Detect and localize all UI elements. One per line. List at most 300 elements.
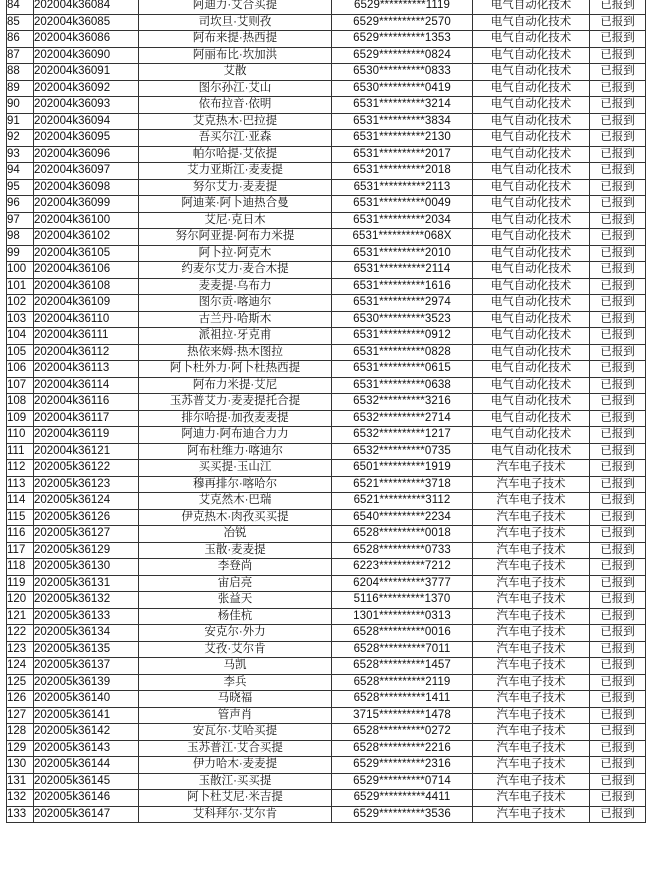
student-id-cell: 202004k36121 <box>34 443 139 460</box>
registration-table-body <box>7 0 646 823</box>
major-cell: 电气自动化技术 <box>473 344 590 361</box>
student-id-cell: 202004k36092 <box>34 80 139 97</box>
row-number-cell: 126 <box>7 691 34 708</box>
student-name-cell: 图尔贡·喀迪尔 <box>139 295 332 312</box>
id-card-cell: 6204**********3777 <box>332 575 473 592</box>
student-name-cell: 买买提·玉山江 <box>139 460 332 477</box>
id-card-cell: 6531**********3834 <box>332 113 473 130</box>
status-cell: 已报到 <box>590 608 646 625</box>
row-number-cell: 90 <box>7 97 34 114</box>
student-id-cell: 202004k36105 <box>34 245 139 262</box>
major-cell: 电气自动化技术 <box>473 113 590 130</box>
major-cell: 汽车电子技术 <box>473 493 590 510</box>
status-cell: 已报到 <box>590 0 646 14</box>
status-cell: 已报到 <box>590 575 646 592</box>
major-cell: 电气自动化技术 <box>473 196 590 213</box>
major-cell: 汽车电子技术 <box>473 559 590 576</box>
status-cell: 已报到 <box>590 278 646 295</box>
id-card-cell: 6531**********3214 <box>332 97 473 114</box>
student-name-cell: 阿迪力·艾合买提 <box>139 0 332 14</box>
id-card-cell: 6531**********2113 <box>332 179 473 196</box>
major-cell: 电气自动化技术 <box>473 229 590 246</box>
row-number-cell: 99 <box>7 245 34 262</box>
table-row <box>7 641 646 658</box>
student-name-cell: 穆再排尔·喀哈尔 <box>139 476 332 493</box>
row-number-cell: 123 <box>7 641 34 658</box>
row-number-cell: 107 <box>7 377 34 394</box>
status-cell: 已报到 <box>590 361 646 378</box>
student-id-cell: 202005k36146 <box>34 790 139 807</box>
id-card-cell: 6529**********1353 <box>332 31 473 48</box>
row-number-cell: 118 <box>7 559 34 576</box>
student-id-cell: 202005k36134 <box>34 625 139 642</box>
student-name-cell: 麦麦提·乌布力 <box>139 278 332 295</box>
row-number-cell: 89 <box>7 80 34 97</box>
id-card-cell: 6521**********3112 <box>332 493 473 510</box>
row-number-cell: 122 <box>7 625 34 642</box>
status-cell: 已报到 <box>590 394 646 411</box>
student-id-cell: 202005k36142 <box>34 724 139 741</box>
registration-table <box>6 0 646 823</box>
student-id-cell: 202005k36141 <box>34 707 139 724</box>
student-id-cell: 202004k36098 <box>34 179 139 196</box>
status-cell: 已报到 <box>590 97 646 114</box>
student-name-cell: 宙启亮 <box>139 575 332 592</box>
student-name-cell: 阿布杜维力·喀迪尔 <box>139 443 332 460</box>
major-cell: 汽车电子技术 <box>473 641 590 658</box>
student-id-cell: 202005k36139 <box>34 674 139 691</box>
row-number-cell: 124 <box>7 658 34 675</box>
major-cell: 电气自动化技术 <box>473 97 590 114</box>
table-row <box>7 625 646 642</box>
table-row <box>7 97 646 114</box>
status-cell: 已报到 <box>590 146 646 163</box>
row-number-cell: 133 <box>7 806 34 823</box>
table-row <box>7 460 646 477</box>
status-cell: 已报到 <box>590 113 646 130</box>
row-number-cell: 125 <box>7 674 34 691</box>
student-id-cell: 202004k36091 <box>34 64 139 81</box>
table-row <box>7 146 646 163</box>
student-id-cell: 202004k36093 <box>34 97 139 114</box>
row-number-cell: 102 <box>7 295 34 312</box>
major-cell: 汽车电子技术 <box>473 625 590 642</box>
id-card-cell: 6532**********3216 <box>332 394 473 411</box>
table-row <box>7 196 646 213</box>
major-cell: 电气自动化技术 <box>473 130 590 147</box>
major-cell: 电气自动化技术 <box>473 245 590 262</box>
student-id-cell: 202004k36116 <box>34 394 139 411</box>
id-card-cell: 6223**********7212 <box>332 559 473 576</box>
student-id-cell: 202005k36137 <box>34 658 139 675</box>
status-cell: 已报到 <box>590 295 646 312</box>
student-id-cell: 202005k36130 <box>34 559 139 576</box>
table-row <box>7 740 646 757</box>
major-cell: 汽车电子技术 <box>473 592 590 609</box>
student-name-cell: 图尔孙江·艾山 <box>139 80 332 97</box>
table-row <box>7 790 646 807</box>
row-number-cell: 132 <box>7 790 34 807</box>
id-card-cell: 6531**********1616 <box>332 278 473 295</box>
status-cell: 已报到 <box>590 31 646 48</box>
status-cell: 已报到 <box>590 328 646 345</box>
student-name-cell: 玉散·麦麦提 <box>139 542 332 559</box>
student-name-cell: 阿卜杜外力·阿卜杜热西提 <box>139 361 332 378</box>
row-number-cell: 87 <box>7 47 34 64</box>
row-number-cell: 129 <box>7 740 34 757</box>
status-cell: 已报到 <box>590 64 646 81</box>
table-row <box>7 245 646 262</box>
major-cell: 电气自动化技术 <box>473 328 590 345</box>
status-cell: 已报到 <box>590 542 646 559</box>
major-cell: 汽车电子技术 <box>473 608 590 625</box>
table-row <box>7 377 646 394</box>
id-card-cell: 6532**********2714 <box>332 410 473 427</box>
table-row <box>7 427 646 444</box>
student-id-cell: 202004k36099 <box>34 196 139 213</box>
status-cell: 已报到 <box>590 806 646 823</box>
student-id-cell: 202005k36126 <box>34 509 139 526</box>
row-number-cell: 98 <box>7 229 34 246</box>
table-row <box>7 14 646 31</box>
id-card-cell: 6528**********7011 <box>332 641 473 658</box>
student-id-cell: 202004k36108 <box>34 278 139 295</box>
status-cell: 已报到 <box>590 509 646 526</box>
id-card-cell: 6528**********2119 <box>332 674 473 691</box>
row-number-cell: 130 <box>7 757 34 774</box>
row-number-cell: 119 <box>7 575 34 592</box>
id-card-cell: 6531**********2130 <box>332 130 473 147</box>
student-name-cell: 伊力哈木·麦麦提 <box>139 757 332 774</box>
table-row <box>7 476 646 493</box>
major-cell: 汽车电子技术 <box>473 790 590 807</box>
student-name-cell: 李兵 <box>139 674 332 691</box>
id-card-cell: 6531**********0615 <box>332 361 473 378</box>
status-cell: 已报到 <box>590 625 646 642</box>
student-id-cell: 202004k36084 <box>34 0 139 14</box>
student-id-cell: 202005k36122 <box>34 460 139 477</box>
student-id-cell: 202005k36145 <box>34 773 139 790</box>
id-card-cell: 6531**********2114 <box>332 262 473 279</box>
table-row <box>7 328 646 345</box>
row-number-cell: 103 <box>7 311 34 328</box>
row-number-cell: 127 <box>7 707 34 724</box>
student-name-cell: 司坎旦·艾则孜 <box>139 14 332 31</box>
student-name-cell: 派祖拉·牙克甫 <box>139 328 332 345</box>
status-cell: 已报到 <box>590 740 646 757</box>
student-name-cell: 阿布力米提·艾尼 <box>139 377 332 394</box>
id-card-cell: 6530**********0419 <box>332 80 473 97</box>
student-name-cell: 排尔哈提·加孜麦麦提 <box>139 410 332 427</box>
id-card-cell: 6528**********0018 <box>332 526 473 543</box>
row-number-cell: 113 <box>7 476 34 493</box>
major-cell: 汽车电子技术 <box>473 542 590 559</box>
status-cell: 已报到 <box>590 196 646 213</box>
table-row <box>7 509 646 526</box>
major-cell: 汽车电子技术 <box>473 460 590 477</box>
student-name-cell: 杨佳杭 <box>139 608 332 625</box>
major-cell: 电气自动化技术 <box>473 361 590 378</box>
student-name-cell: 管声肖 <box>139 707 332 724</box>
row-number-cell: 131 <box>7 773 34 790</box>
student-id-cell: 202004k36100 <box>34 212 139 229</box>
table-row <box>7 658 646 675</box>
row-number-cell: 94 <box>7 163 34 180</box>
status-cell: 已报到 <box>590 229 646 246</box>
table-row <box>7 31 646 48</box>
status-cell: 已报到 <box>590 344 646 361</box>
major-cell: 汽车电子技术 <box>473 740 590 757</box>
row-number-cell: 115 <box>7 509 34 526</box>
id-card-cell: 5116**********1370 <box>332 592 473 609</box>
student-name-cell: 约麦尔艾力·麦合木提 <box>139 262 332 279</box>
table-row <box>7 80 646 97</box>
id-card-cell: 6531**********0912 <box>332 328 473 345</box>
status-cell: 已报到 <box>590 526 646 543</box>
table-row <box>7 493 646 510</box>
row-number-cell: 108 <box>7 394 34 411</box>
student-name-cell: 艾克热木·巴拉提 <box>139 113 332 130</box>
student-id-cell: 202005k36140 <box>34 691 139 708</box>
table-row <box>7 394 646 411</box>
major-cell: 电气自动化技术 <box>473 427 590 444</box>
major-cell: 电气自动化技术 <box>473 179 590 196</box>
table-row <box>7 724 646 741</box>
major-cell: 汽车电子技术 <box>473 724 590 741</box>
major-cell: 电气自动化技术 <box>473 146 590 163</box>
student-id-cell: 202004k36090 <box>34 47 139 64</box>
student-name-cell: 马凯 <box>139 658 332 675</box>
student-id-cell: 202004k36119 <box>34 427 139 444</box>
row-number-cell: 112 <box>7 460 34 477</box>
student-id-cell: 202004k36113 <box>34 361 139 378</box>
student-name-cell: 艾克然木·巴瑞 <box>139 493 332 510</box>
table-row <box>7 806 646 823</box>
id-card-cell: 6529**********2316 <box>332 757 473 774</box>
major-cell: 电气自动化技术 <box>473 295 590 312</box>
student-name-cell: 玉散江·买买提 <box>139 773 332 790</box>
id-card-cell: 3715**********1478 <box>332 707 473 724</box>
major-cell: 汽车电子技术 <box>473 674 590 691</box>
table-row <box>7 344 646 361</box>
student-id-cell: 202004k36102 <box>34 229 139 246</box>
status-cell: 已报到 <box>590 245 646 262</box>
major-cell: 汽车电子技术 <box>473 575 590 592</box>
student-id-cell: 202004k36117 <box>34 410 139 427</box>
row-number-cell: 97 <box>7 212 34 229</box>
student-id-cell: 202005k36132 <box>34 592 139 609</box>
student-name-cell: 艾科拜尔·艾尔肯 <box>139 806 332 823</box>
student-id-cell: 202004k36106 <box>34 262 139 279</box>
status-cell: 已报到 <box>590 757 646 774</box>
table-row <box>7 311 646 328</box>
major-cell: 电气自动化技术 <box>473 278 590 295</box>
table-row <box>7 410 646 427</box>
status-cell: 已报到 <box>590 476 646 493</box>
row-number-cell: 100 <box>7 262 34 279</box>
student-id-cell: 202004k36109 <box>34 295 139 312</box>
table-row <box>7 773 646 790</box>
status-cell: 已报到 <box>590 47 646 64</box>
status-cell: 已报到 <box>590 691 646 708</box>
row-number-cell: 110 <box>7 427 34 444</box>
student-id-cell: 202004k36097 <box>34 163 139 180</box>
major-cell: 电气自动化技术 <box>473 212 590 229</box>
id-card-cell: 6532**********0735 <box>332 443 473 460</box>
student-name-cell: 艾散 <box>139 64 332 81</box>
row-number-cell: 114 <box>7 493 34 510</box>
status-cell: 已报到 <box>590 592 646 609</box>
id-card-cell: 6540**********2234 <box>332 509 473 526</box>
row-number-cell: 84 <box>7 0 34 14</box>
table-row <box>7 575 646 592</box>
row-number-cell: 95 <box>7 179 34 196</box>
table-row <box>7 278 646 295</box>
status-cell: 已报到 <box>590 179 646 196</box>
status-cell: 已报到 <box>590 14 646 31</box>
id-card-cell: 6531**********2018 <box>332 163 473 180</box>
major-cell: 汽车电子技术 <box>473 707 590 724</box>
table-row <box>7 262 646 279</box>
student-name-cell: 玉苏普江·艾合买提 <box>139 740 332 757</box>
id-card-cell: 6528**********1457 <box>332 658 473 675</box>
student-id-cell: 202005k36133 <box>34 608 139 625</box>
status-cell: 已报到 <box>590 427 646 444</box>
major-cell: 电气自动化技术 <box>473 163 590 180</box>
row-number-cell: 117 <box>7 542 34 559</box>
row-number-cell: 88 <box>7 64 34 81</box>
row-number-cell: 93 <box>7 146 34 163</box>
student-name-cell: 阿迪莱·阿卜迪热合曼 <box>139 196 332 213</box>
row-number-cell: 120 <box>7 592 34 609</box>
major-cell: 汽车电子技术 <box>473 806 590 823</box>
id-card-cell: 6531**********2010 <box>332 245 473 262</box>
status-cell: 已报到 <box>590 658 646 675</box>
major-cell: 电气自动化技术 <box>473 311 590 328</box>
id-card-cell: 6528**********0272 <box>332 724 473 741</box>
table-row <box>7 0 646 14</box>
status-cell: 已报到 <box>590 377 646 394</box>
table-row <box>7 130 646 147</box>
row-number-cell: 85 <box>7 14 34 31</box>
row-number-cell: 105 <box>7 344 34 361</box>
student-id-cell: 202005k36144 <box>34 757 139 774</box>
id-card-cell: 6529**********0824 <box>332 47 473 64</box>
major-cell: 汽车电子技术 <box>473 509 590 526</box>
status-cell: 已报到 <box>590 311 646 328</box>
status-cell: 已报到 <box>590 559 646 576</box>
student-name-cell: 阿卜拉·阿克木 <box>139 245 332 262</box>
major-cell: 汽车电子技术 <box>473 476 590 493</box>
student-name-cell: 阿丽布比·坎加洪 <box>139 47 332 64</box>
table-row <box>7 608 646 625</box>
status-cell: 已报到 <box>590 493 646 510</box>
id-card-cell: 6532**********1217 <box>332 427 473 444</box>
id-card-cell: 1301**********0313 <box>332 608 473 625</box>
student-id-cell: 202005k36143 <box>34 740 139 757</box>
student-name-cell: 帕尔哈提·艾依提 <box>139 146 332 163</box>
student-id-cell: 202004k36094 <box>34 113 139 130</box>
student-id-cell: 202004k36085 <box>34 14 139 31</box>
student-id-cell: 202004k36110 <box>34 311 139 328</box>
id-card-cell: 6531**********2017 <box>332 146 473 163</box>
student-name-cell: 古兰丹·哈斯木 <box>139 311 332 328</box>
major-cell: 电气自动化技术 <box>473 64 590 81</box>
student-id-cell: 202004k36086 <box>34 31 139 48</box>
id-card-cell: 6530**********3523 <box>332 311 473 328</box>
status-cell: 已报到 <box>590 773 646 790</box>
id-card-cell: 6531**********2974 <box>332 295 473 312</box>
row-number-cell: 104 <box>7 328 34 345</box>
row-number-cell: 109 <box>7 410 34 427</box>
student-id-cell: 202004k36114 <box>34 377 139 394</box>
student-id-cell: 202004k36096 <box>34 146 139 163</box>
status-cell: 已报到 <box>590 707 646 724</box>
student-name-cell: 热依来姆·热木图拉 <box>139 344 332 361</box>
row-number-cell: 101 <box>7 278 34 295</box>
table-row <box>7 757 646 774</box>
student-name-cell: 玉苏普艾力·麦麦提托合提 <box>139 394 332 411</box>
student-id-cell: 202004k36112 <box>34 344 139 361</box>
student-name-cell: 安克尔·外力 <box>139 625 332 642</box>
student-id-cell: 202005k36131 <box>34 575 139 592</box>
row-number-cell: 106 <box>7 361 34 378</box>
student-name-cell: 阿布来提·热西提 <box>139 31 332 48</box>
id-card-cell: 6528**********1411 <box>332 691 473 708</box>
student-id-cell: 202004k36095 <box>34 130 139 147</box>
major-cell: 电气自动化技术 <box>473 410 590 427</box>
id-card-cell: 6531**********2034 <box>332 212 473 229</box>
student-name-cell: 阿迪力·阿布迪合力力 <box>139 427 332 444</box>
table-row <box>7 674 646 691</box>
table-row <box>7 113 646 130</box>
student-name-cell: 努尔阿亚提·阿布力米提 <box>139 229 332 246</box>
row-number-cell: 116 <box>7 526 34 543</box>
status-cell: 已报到 <box>590 790 646 807</box>
major-cell: 电气自动化技术 <box>473 443 590 460</box>
table-row <box>7 163 646 180</box>
status-cell: 已报到 <box>590 163 646 180</box>
table-row <box>7 592 646 609</box>
status-cell: 已报到 <box>590 443 646 460</box>
major-cell: 汽车电子技术 <box>473 757 590 774</box>
student-id-cell: 202004k36111 <box>34 328 139 345</box>
row-number-cell: 121 <box>7 608 34 625</box>
id-card-cell: 6529**********2570 <box>332 14 473 31</box>
row-number-cell: 96 <box>7 196 34 213</box>
row-number-cell: 86 <box>7 31 34 48</box>
student-id-cell: 202005k36124 <box>34 493 139 510</box>
major-cell: 电气自动化技术 <box>473 31 590 48</box>
id-card-cell: 6530**********0833 <box>332 64 473 81</box>
student-name-cell: 艾尼·克日木 <box>139 212 332 229</box>
id-card-cell: 6501**********1919 <box>332 460 473 477</box>
student-id-cell: 202005k36135 <box>34 641 139 658</box>
major-cell: 汽车电子技术 <box>473 691 590 708</box>
student-name-cell: 伊克热木·肉孜买买提 <box>139 509 332 526</box>
id-card-cell: 6528**********2216 <box>332 740 473 757</box>
id-card-cell: 6531**********0828 <box>332 344 473 361</box>
table-row <box>7 691 646 708</box>
id-card-cell: 6529**********1119 <box>332 0 473 14</box>
table-row <box>7 542 646 559</box>
table-row <box>7 526 646 543</box>
status-cell: 已报到 <box>590 641 646 658</box>
student-name-cell: 安瓦尔·艾哈买提 <box>139 724 332 741</box>
student-id-cell: 202005k36123 <box>34 476 139 493</box>
student-name-cell: 冶锐 <box>139 526 332 543</box>
id-card-cell: 6531**********0638 <box>332 377 473 394</box>
